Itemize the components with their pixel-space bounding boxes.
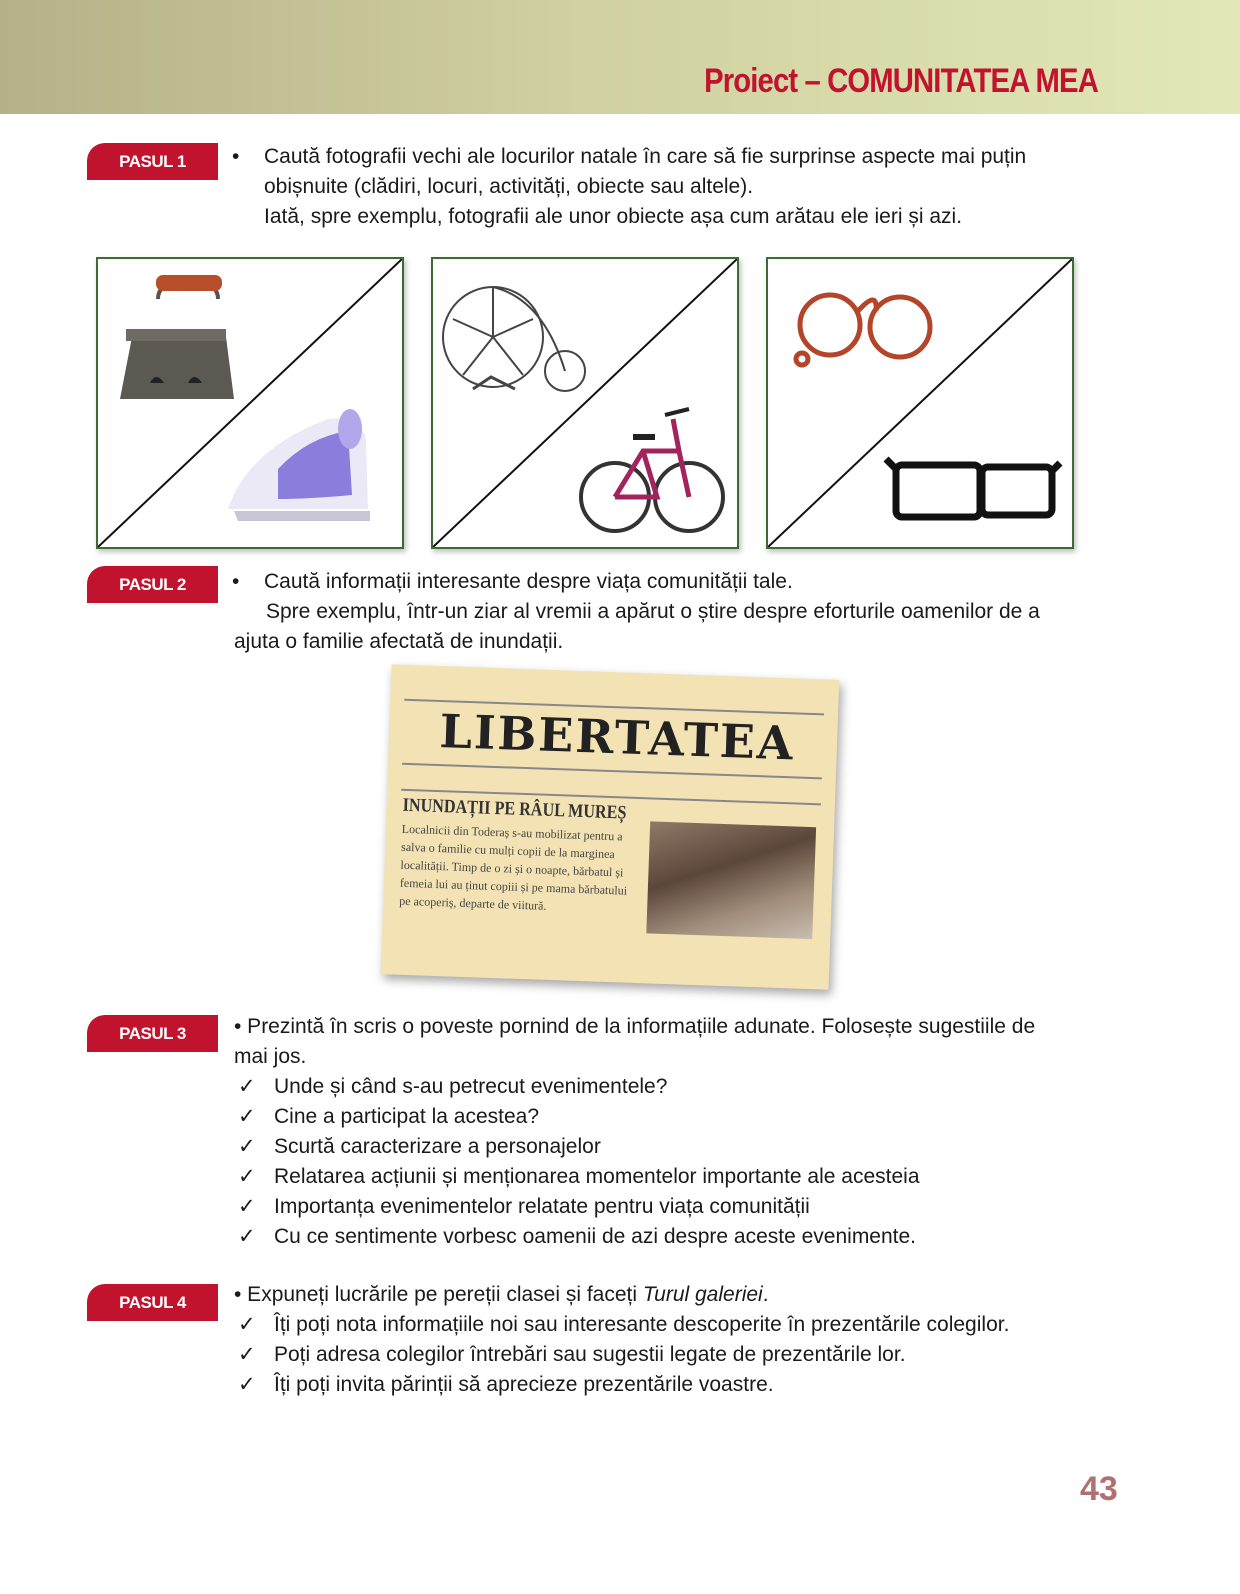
image-box-iron xyxy=(96,257,404,549)
check-icon: ✓ xyxy=(238,1343,256,1366)
step-1-line-3: Iată, spre exemplu, fotografii ale unor obiecte așa cum arătau ele ieri și azi. xyxy=(264,205,963,228)
image-box-bicycle xyxy=(431,257,739,549)
step-1-line-1: Caută fotografii vechi ale locurilor natale în care să fie surprinse aspecte mai puțin xyxy=(264,145,1027,168)
pince-nez-icon xyxy=(796,295,930,365)
penny-farthing-icon xyxy=(443,287,585,391)
bicycle-icon xyxy=(581,409,723,531)
check-icon: ✓ xyxy=(238,1105,256,1128)
step-3-check-item: Cine a participat la acestea? xyxy=(274,1105,539,1128)
newspaper-headline: INUNDAȚII PE RÂUL MUREȘ xyxy=(402,794,627,824)
step-2-tab: PASUL 2 xyxy=(87,566,218,603)
page-title: Proiect – COMUNITATEA MEA xyxy=(704,62,1098,100)
newspaper-image xyxy=(381,664,840,989)
check-icon: ✓ xyxy=(238,1313,256,1336)
step-4-tab: PASUL 4 xyxy=(87,1284,218,1321)
step-4-line-prefix: • Expuneți lucrările pe pereții clasei și faceți xyxy=(234,1283,643,1306)
step-4-check-item: Îți poți invita părinții să aprecieze prezentările voastre. xyxy=(274,1373,774,1396)
check-icon: ✓ xyxy=(238,1135,256,1158)
modern-iron-icon xyxy=(228,409,370,521)
old-iron-icon xyxy=(120,275,234,399)
step-3-line-2: mai jos. xyxy=(234,1045,307,1068)
step-3-check-item: Relatarea acțiunii și menționarea momentelor importante ale acesteia xyxy=(274,1165,920,1188)
step-2-line-3: ajuta o familie afectată de inundații. xyxy=(234,630,564,653)
check-icon: ✓ xyxy=(238,1373,256,1396)
step-3-check-item: Importanța evenimentelor relatate pentru viața comunității xyxy=(274,1195,810,1218)
check-icon: ✓ xyxy=(238,1225,256,1248)
step-4-check-item: Îți poți nota informațiile noi sau interesante descoperite în prezentările colegilor. xyxy=(274,1313,1010,1336)
step-2-line-1: Caută informații interesante despre viața comunității tale. xyxy=(264,570,793,593)
step-3-check-item: Scurtă caracterizare a personajelor xyxy=(274,1135,601,1158)
image-box-glasses xyxy=(766,257,1074,549)
newspaper-flood-photo xyxy=(646,821,816,939)
step-3-check-item: Unde și când s-au petrecut evenimentele? xyxy=(274,1075,668,1098)
step-3-tab: PASUL 3 xyxy=(87,1015,218,1052)
step-2-bullet: • xyxy=(232,570,240,593)
step-1-tab: PASUL 1 xyxy=(87,143,218,180)
step-4-check-item: Poți adresa colegilor întrebări sau sugestii legate de prezentările lor. xyxy=(274,1343,906,1366)
check-icon: ✓ xyxy=(238,1195,256,1218)
check-icon: ✓ xyxy=(238,1075,256,1098)
newspaper-lead: Localnicii din Toderaș s-au mobilizat pentru a salva o familie cu mulți copii de la marginea localității. Timp de o zi și o noapte, bărbatul și femeia lui au ținut copiii și pe mama bărbatului pe acoperiș, departe de viitură. xyxy=(399,821,628,913)
step-4-line-suffix: . xyxy=(762,1283,769,1306)
glasses-icon xyxy=(886,459,1060,517)
newspaper-title: LIBERTATEA xyxy=(438,704,796,771)
page-number: 43 xyxy=(1080,1470,1118,1508)
check-icon: ✓ xyxy=(238,1165,256,1188)
step-1-line-2: obișnuite (clădiri, locuri, activități, obiecte sau altele). xyxy=(264,175,754,198)
step-4-line-1 xyxy=(234,1280,769,1310)
step-3-check-item: Cu ce sentimente vorbesc oamenii de azi despre aceste evenimente. xyxy=(274,1225,917,1248)
gallery-walk-term: Turul galeriei xyxy=(642,1283,763,1306)
step-3-line-1: • Prezintă în scris o poveste pornind de la informațiile adunate. Folosește sugestiile de xyxy=(234,1015,1036,1038)
step-2-line-2: Spre exemplu, într-un ziar al vremii a apărut o știre despre eforturile oamenilor de a xyxy=(266,600,1040,623)
step-1-bullet: • xyxy=(232,145,240,168)
